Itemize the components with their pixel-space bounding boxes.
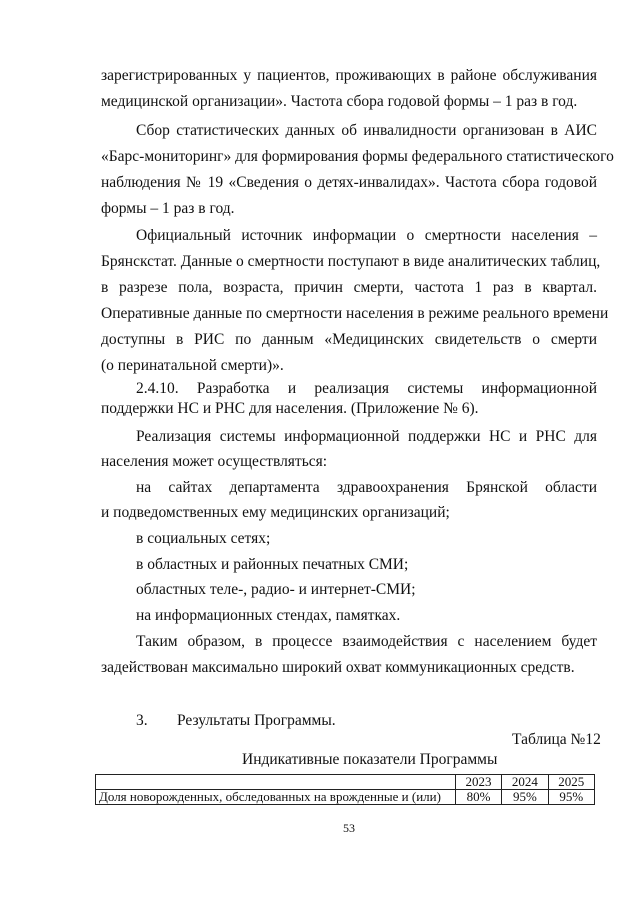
text-line: медицинской организации». Частота сбора годовой формы – 1 раз в год. [101, 93, 578, 110]
list-item: в областных и районных печатных СМИ; [136, 556, 409, 573]
text-line: Брянскстат. Данные о смертности поступают в виде аналитических таблиц, [101, 253, 601, 270]
row-value: 95% [548, 790, 594, 805]
text-line: населения может осуществляться: [101, 453, 328, 470]
text-line: (о перинатальной смерти)». [101, 357, 284, 374]
table-label: Таблица №12 [512, 731, 601, 748]
text-line: поддержки НС и РНС для населения. (Приложение № 6). [101, 400, 479, 417]
text-line: формы – 1 раз в год. [101, 200, 235, 217]
page-number: 53 [343, 821, 355, 835]
header-empty-cell [96, 775, 456, 790]
table-title: Индикативные показатели Программы [242, 751, 498, 768]
indicators-table [95, 774, 595, 805]
text-line: Сбор статистических данных об инвалидности организован в АИС [136, 122, 597, 139]
section-number: 3. [136, 712, 148, 729]
text-line: Реализация системы информационной поддержки НС и РНС для [136, 428, 597, 445]
list-item: и подведомственных ему медицинских организаций; [101, 504, 450, 521]
text-line: в разрезе пола, возраста, причин смерти, частота 1 раз в квартал. [101, 279, 597, 296]
text-line: Таким образом, в процессе взаимодействия с населением будет [136, 633, 597, 650]
header-year: 2023 [455, 775, 501, 790]
text-line: задействован максимально широкий охват коммуникационных средств. [101, 659, 575, 676]
list-item: областных теле-, радио- и интернет-СМИ; [136, 581, 416, 598]
section-title: Результаты Программы. [177, 712, 336, 729]
list-item: на сайтах департамента здравоохранения Брянской области [136, 479, 597, 496]
text-line: «Барс-мониторинг» для формирования формы федерального статистического [101, 148, 614, 165]
section-heading: 2.4.10. Разработка и реализация системы информационной [136, 380, 597, 397]
row-label: Доля новорожденных, обследованных на врожденные и (или) [96, 790, 456, 805]
text-line: наблюдения № 19 «Сведения о детях-инвалидах». Частота сбора годовой [101, 174, 597, 191]
row-value: 80% [455, 790, 501, 805]
text-line: зарегистрированных у пациентов, проживающих в районе обслуживания [101, 67, 597, 84]
text-line: Официальный источник информации о смертности населения – [136, 227, 597, 244]
table-row [96, 790, 595, 805]
list-item: в социальных сетях; [136, 530, 271, 547]
list-item: на информационных стендах, памятках. [136, 607, 401, 624]
text-line: доступны в РИС по данным «Медицинских свидетельств о смерти [101, 331, 597, 348]
table-header-row [96, 775, 595, 790]
header-year: 2025 [548, 775, 594, 790]
text-line: Оперативные данные по смертности населения в режиме реального времени [101, 305, 609, 322]
row-value: 95% [502, 790, 548, 805]
header-year: 2024 [502, 775, 548, 790]
